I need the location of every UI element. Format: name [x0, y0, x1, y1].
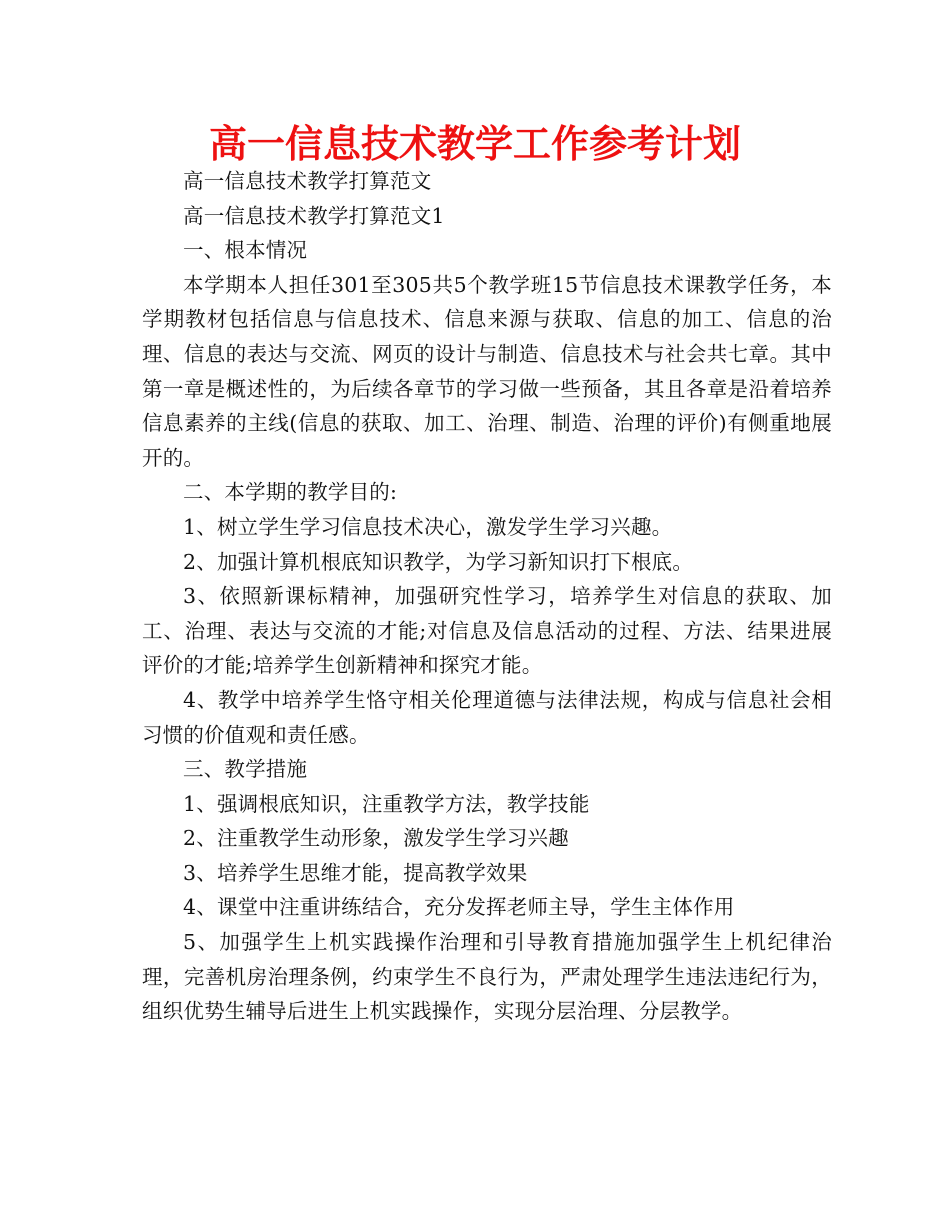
paragraph-overview: 本学期本人担任301至305共5个教学班15节信息技术课教学任务，本学期教材包括信息与信息技术、信息来源与获取、信息的加工、信息的治理、信息的表达与交流、网页的设计与制造、信息技术与社会共七章。其中第一章是概述性的，为后续各章节的学习做一些预备，其且各章是沿着培养信息素养的主线(信息的获取、加工、治理、制造、治理的评价)有侧重地展开的。: [142, 272, 832, 470]
goal-item-2: 2、加强计算机根底知识教学，为学习新知识打下根底。: [183, 549, 694, 574]
measure-item-3: 3、培养学生思维才能，提高教学效果: [183, 860, 528, 885]
subtitle-line: 高一信息技术教学打算范文: [183, 169, 432, 193]
measure-item-1: 1、强调根底知识，注重教学方法，教学技能: [183, 791, 590, 816]
measure-item-4: 4、课堂中注重讲练结合，充分发挥老师主导，学生主体作用: [183, 895, 735, 920]
goal-item-1: 1、树立学生学习信息技术决心，激发学生学习兴趣。: [183, 514, 673, 539]
section-heading-teaching-measures: 三、教学措施: [183, 757, 308, 782]
document-body: [142, 164, 832, 1029]
section-heading-basic-situation: 一、根本情况: [183, 238, 308, 263]
document-title: 高一信息技术教学工作参考计划: [208, 122, 741, 166]
measure-item-5: 5、加强学生上机实践操作治理和引导教育措施加强学生上机纪律治理，完善机房治理条例，约束学生不良行为，严肃处理学生违法违纪行为，组织优势生辅导后进生上机实践操作，实现分层治理、分层教学。: [142, 930, 832, 1024]
goal-item-4: 4、教学中培养学生恪守相关伦理道德与法律法规，构成与信息社会相习惯的价值观和责任感。: [142, 687, 832, 747]
section-heading-teaching-goals: 二、本学期的教学目的:: [183, 480, 398, 505]
subtitle-line-numbered: 高一信息技术教学打算范文1: [183, 203, 445, 228]
goal-item-3: 3、依照新课标精神，加强研究性学习，培养学生对信息的获取、加工、治理、表达与交流的才能;对信息及信息活动的过程、方法、结果进展评价的才能;培养学生创新精神和探究才能。: [142, 584, 832, 678]
measure-item-2: 2、注重教学生动形象，激发学生学习兴趣: [183, 826, 569, 851]
